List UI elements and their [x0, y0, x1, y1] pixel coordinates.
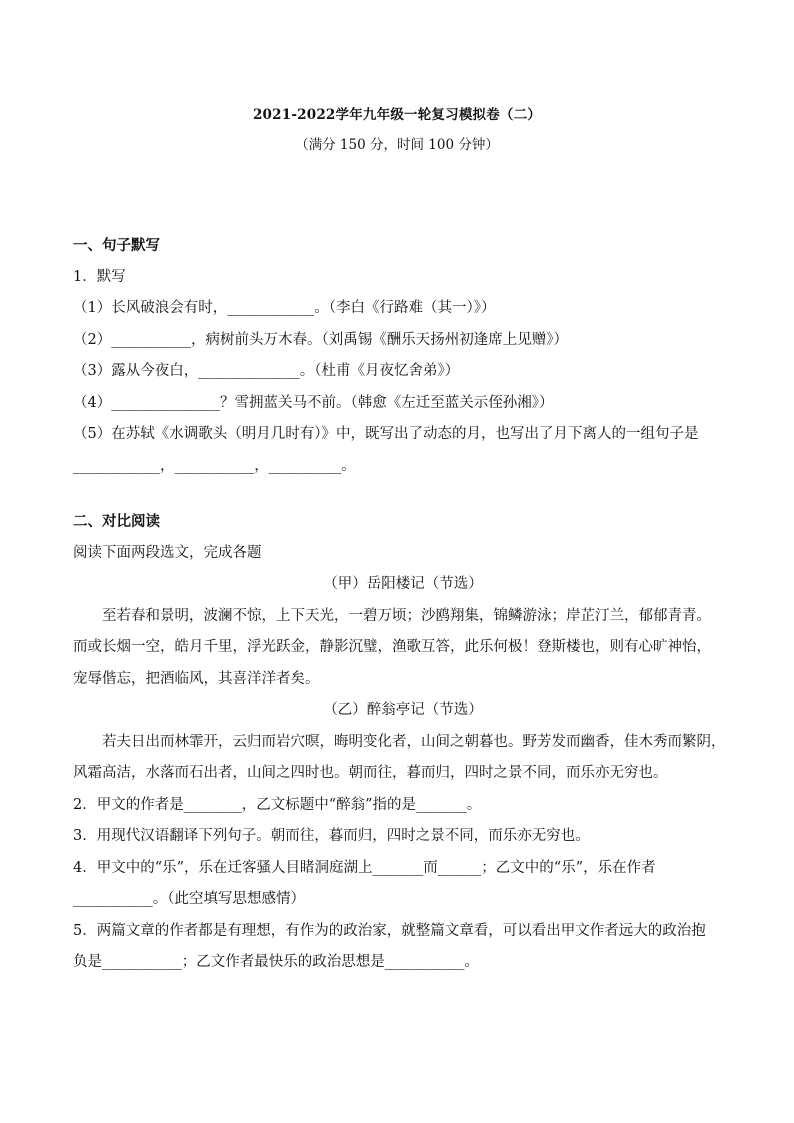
question-4: 4．甲文中的“乐”，乐在迁客骚人目睹洞庭湖上_______而______；乙文中的“乐”，乐在作者 [73, 859, 656, 876]
exam-subtitle: （满分 150 分，时间 100 分钟） [295, 137, 499, 153]
question-5-continued: 负是___________；乙文作者最快乐的政治思想是___________。 [73, 954, 479, 970]
question-1-label: 1．默写 [73, 268, 126, 285]
question-3: 3．用现代汉语翻译下列句子。朝而往，暮而归，四时之景不同，而乐亦无穷也。 [73, 828, 590, 844]
question-5: 5．两篇文章的作者都是有理想，有作为的政治家，就整篇文章看，可以看出甲文作者远大的政治抱 [73, 922, 706, 939]
passage-b-title: （乙）醉翁亭记（节选） [323, 702, 483, 718]
exam-content [73, 230, 733, 979]
dictation-item-5-blanks: ____________，___________，__________。 [73, 457, 356, 474]
dictation-item-3: （3）露从今夜白，______________。（杜甫《月夜忆舍弟》） [73, 363, 460, 379]
passage-a-title: （甲）岳阳楼记（节选） [323, 576, 483, 592]
passage-a-line-3: 宠辱偕忘，把酒临风，其喜洋洋者矣。 [73, 670, 320, 687]
section-heading-comparative-reading: 二、对比阅读 [73, 513, 160, 530]
section-gap [73, 482, 733, 506]
exam-title: 2021-2022学年九年级一轮复习模拟卷（二） [252, 107, 542, 123]
dictation-item-1: （1）长风破浪会有时，____________。（李白《行路难（其一）》） [73, 300, 496, 316]
dictation-item-2: （2）___________，病树前头万木春。（刘禹锡《酬乐天扬州初逢席上见赠》） [73, 331, 568, 348]
dictation-item-4: （4）_______________？雪拥蓝关马不前。（韩愈《左迁至蓝关示侄孙湘》） [73, 394, 554, 411]
question-4-continued: ___________。（此空填写思想感情） [73, 891, 305, 907]
reading-instruction: 阅读下面两段选文，完成各题 [73, 544, 262, 561]
passage-a-line-1: 至若春和景明，波澜不惊，上下天光，一碧万顷；沙鸥翔集，锦鳞游泳；岸芷汀兰，郁郁青青。 [102, 607, 711, 624]
passage-b-line-1: 若夫日出而林霏开，云归而岩穴暝，晦明变化者，山间之朝暮也。野芳发而幽香，佳木秀而繁阴， [102, 733, 726, 750]
dictation-item-5: （5）在苏轼《水调歌头（明月几时有）》中，既写出了动态的月，也写出了月下离人的一组句子是 [73, 426, 699, 442]
question-2: 2．甲文的作者是________，乙文标题中“醉翁”指的是_______。 [73, 796, 482, 813]
passage-a-line-2: 而或长烟一空，皓月千里，浮光跃金，静影沉璧，渔歌互答，此乐何极！登斯楼也，则有心旷神怡， [73, 639, 711, 655]
section-heading-dictation: 一、句子默写 [73, 237, 160, 254]
passage-b-line-2: 风霜高洁，水落而石出者，山间之四时也。朝而往，暮而归，四时之景不同，而乐亦无穷也。 [73, 765, 668, 781]
